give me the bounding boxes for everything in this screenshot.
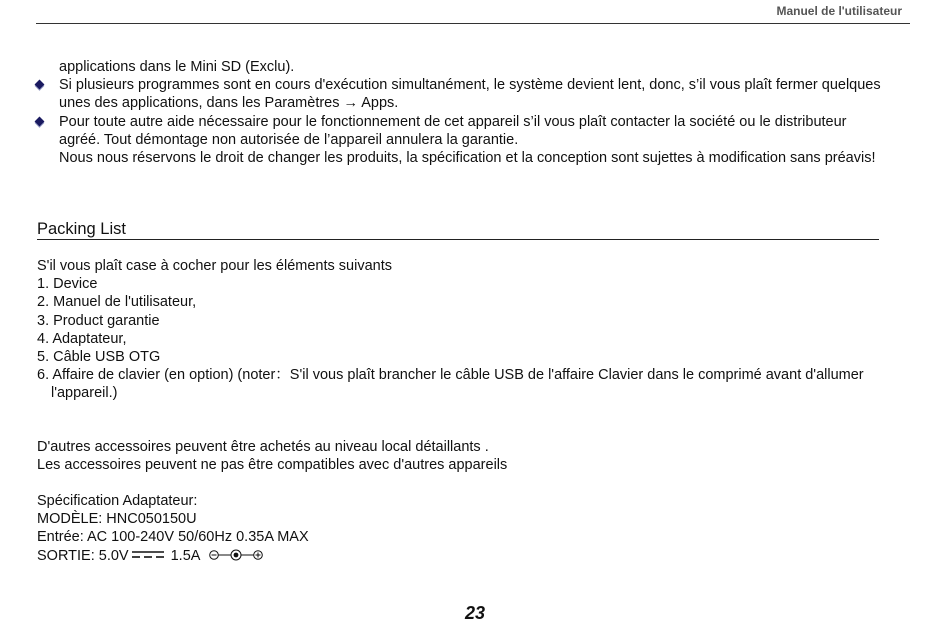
running-header: Manuel de l'utilisateur <box>776 4 902 18</box>
note-line <box>59 113 881 131</box>
note-text: agréé. Tout démontage non autorisée de l’appareil annulera la garantie. <box>59 131 519 148</box>
note-text: applications dans le Mini SD (Exclu). <box>59 59 295 75</box>
accessories-note <box>37 438 507 474</box>
packing-item: 4. Adaptateur, <box>37 330 127 347</box>
packing-item: 1. Device <box>37 276 98 293</box>
spec-model: MODÈLE: HNC050150U <box>37 511 197 528</box>
packing-item: 6. Affaire de clavier (en option) (noter：S'il vous plaît brancher le câble USB de l'affaire Clavier dans le comprimé avant d'allumer <box>37 367 864 384</box>
packing-list-heading: Packing List <box>37 219 879 240</box>
spec-output <box>37 547 309 565</box>
note-line <box>59 94 881 112</box>
note-text: Pour toute autre aide nécessaire pour le fonctionnement de cet appareil s’il vous plaît contacter la société ou le distributeur <box>59 113 847 130</box>
spec-input: Entrée: AC 100-240V 50/60Hz 0.35A MAX <box>37 529 309 546</box>
polarity-icon <box>208 549 264 561</box>
packing-item-continuation: l'appareil.) <box>51 385 118 402</box>
accessories-line: Les accessoires peuvent ne pas être compatibles avec d'autres appareils <box>37 457 508 474</box>
packing-intro: S'il vous plaît case à cocher pour les éléments suivants <box>37 258 392 274</box>
spec-title: Spécification Adaptateur: <box>37 493 198 509</box>
notes-block <box>59 58 881 167</box>
note-line <box>59 58 881 76</box>
spec-output-voltage: SORTIE: 5.0V <box>37 547 129 564</box>
diamond-bullet-icon <box>35 80 45 90</box>
packing-item: 5. Câble USB OTG <box>37 349 161 366</box>
note-text: unes des applications, dans les Paramètres → Apps. <box>59 95 399 112</box>
note-line <box>59 131 881 149</box>
packing-item: 2. Manuel de l'utilisateur, <box>37 294 197 311</box>
packing-item: 3. Product garantie <box>37 312 160 329</box>
packing-list <box>37 257 864 403</box>
note-text: Si plusieurs programmes sont en cours d'exécution simultanément, le système devient lent, donc, s’il vous plaît fermer quelques <box>59 77 881 94</box>
spec-output-current: 1.5A <box>170 547 201 564</box>
adapter-spec <box>37 492 309 565</box>
page-number: 23 <box>464 603 486 623</box>
dc-current-icon <box>131 550 165 559</box>
note-text: Nous nous réservons le droit de changer les produits, la spécification et la conception sont sujettes à modification sans préavis! <box>59 150 876 167</box>
note-line <box>59 149 881 167</box>
accessories-line: D'autres accessoires peuvent être achetés au niveau local détaillants . <box>37 439 489 455</box>
diamond-bullet-icon <box>35 116 45 126</box>
note-line <box>59 76 881 94</box>
header-rule <box>36 23 910 24</box>
